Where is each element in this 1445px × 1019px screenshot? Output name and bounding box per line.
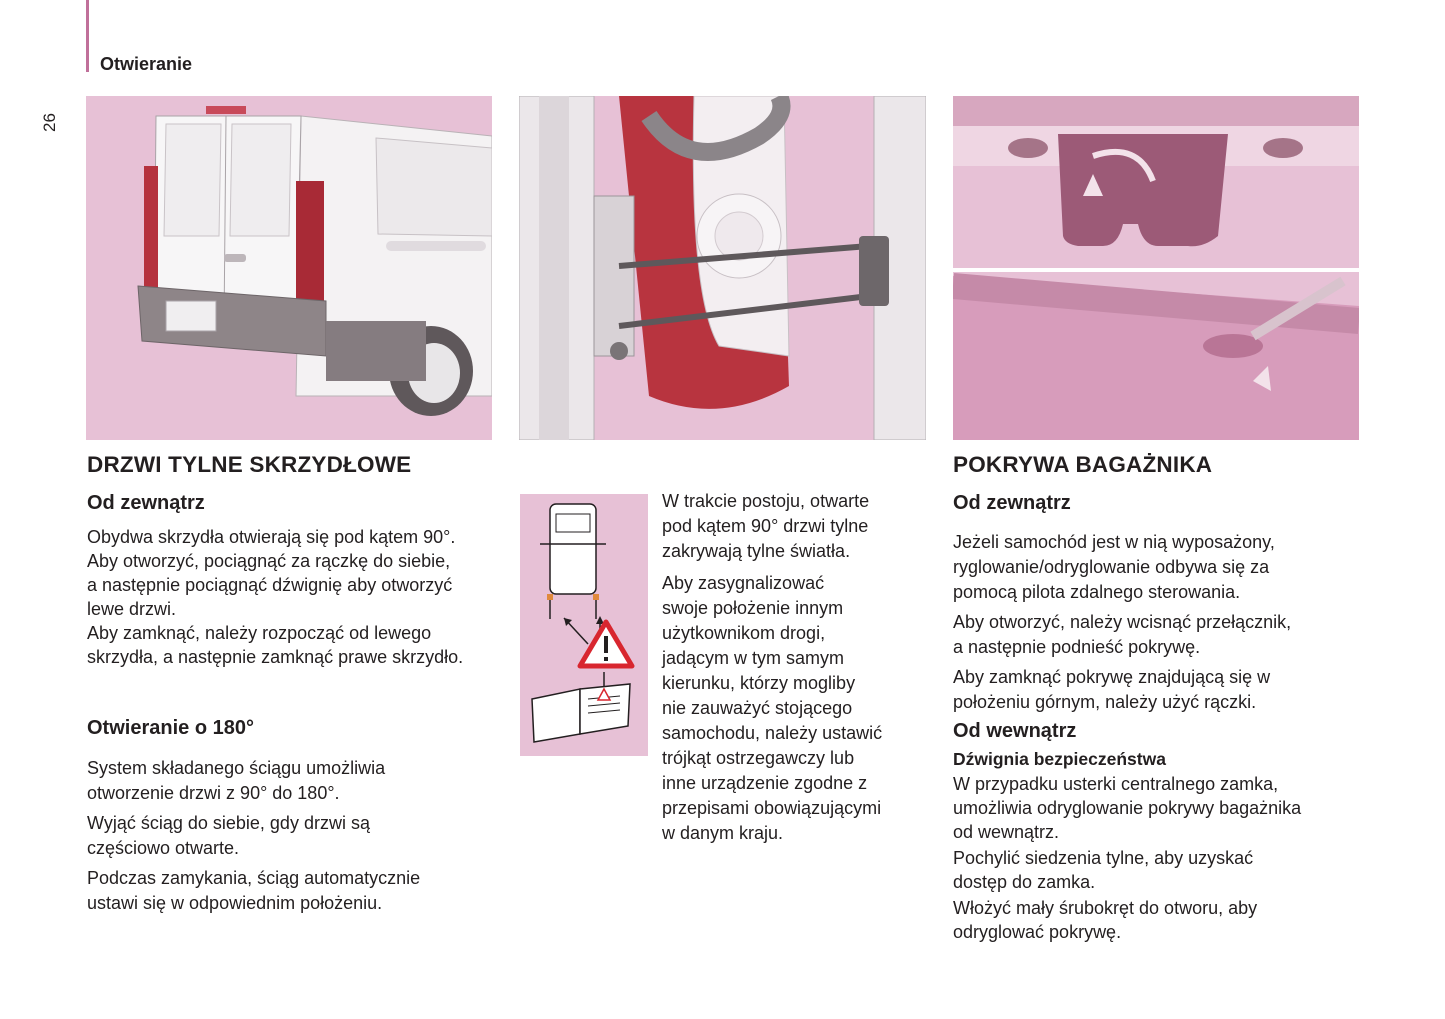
right-subtitle-safety-lever: Dźwignia bezpieczeństwa xyxy=(953,749,1166,769)
left-paragraph-6: Podczas zamykania, ściąg automatycznie ustawi się w odpowiednim położeniu. xyxy=(87,868,421,913)
left-paragraph-4: System składanego ściągu umożliwia otworzenie drzwi z 90° do 180°. xyxy=(87,758,386,803)
warning-pictogram xyxy=(520,494,648,756)
left-subtitle-outside: Od zewnątrz xyxy=(87,492,205,514)
left-paragraph-5: Wyjąć ściąg do siebie, gdy drzwi są częściowo otwarte. xyxy=(87,813,370,858)
right-paragraph-3: Aby zamknąć pokrywę znajdującą się w położeniu górnym, należy użyć rączki. xyxy=(953,667,1271,712)
right-paragraph-4: W przypadku usterki centralnego zamka, umożliwia odryglowanie pokrywy bagażnika od wewnątrz. xyxy=(953,774,1302,842)
left-paragraph-2: Aby otworzyć, pociągnąć za rączkę do siebie, a następnie pociągnąć dźwignię aby otworzyć lewe drzwi. xyxy=(87,551,453,619)
right-paragraph-6: Włożyć mały śrubokręt do otworu, aby odryglować pokrywę. xyxy=(953,898,1258,942)
van-rear-illustration xyxy=(86,96,492,440)
boot-lid-illustration xyxy=(953,96,1359,440)
section-title: Otwieranie xyxy=(100,54,193,74)
header-accent-bar xyxy=(86,0,89,72)
right-paragraph-5: Pochylić siedzenia tylne, aby uzyskać dostęp do zamka. xyxy=(953,848,1254,892)
right-subtitle-inside: Od wewnątrz xyxy=(953,720,1077,742)
right-paragraph-1: Jeżeli samochód jest w nią wyposażony, ryglowanie/odryglowanie odbywa się za pomocą pilota zdalnego sterowania. xyxy=(953,532,1275,602)
left-paragraph-3: Aby zamknąć, należy rozpocząć od lewego skrzydła, a następnie zamknąć prawe skrzydło. xyxy=(87,623,464,667)
right-section-title: POKRYWA BAGAŻNIKA xyxy=(953,452,1213,477)
middle-paragraph-2: Aby zasygnalizować swoje położenie innym użytkownikom drogi, jadącym w tym samym kierunku, którzy mogliby nie zauważyć stojącego samochodu, należy ustawić trójkąt ostrzegawczy lub inne urządzenie zgodne z przepisami obowiązującymi w danym kraju. xyxy=(662,573,883,843)
middle-paragraph-1: W trakcie postoju, otwarte pod kątem 90° drzwi tylne zakrywają tylne światła. xyxy=(662,491,870,561)
door-hinge-illustration xyxy=(519,96,926,440)
left-subtitle-180: Otwieranie o 180° xyxy=(87,717,254,739)
left-section-title: DRZWI TYLNE SKRZYDŁOWE xyxy=(87,452,412,477)
right-paragraph-2: Aby otworzyć, należy wcisnąć przełącznik, a następnie podnieść pokrywę. xyxy=(953,612,1292,657)
left-paragraph-1: Obydwa skrzydła otwierają się pod kątem 90°. xyxy=(87,527,456,547)
right-subtitle-outside: Od zewnątrz xyxy=(953,492,1071,514)
page-number: 26 xyxy=(40,113,59,132)
